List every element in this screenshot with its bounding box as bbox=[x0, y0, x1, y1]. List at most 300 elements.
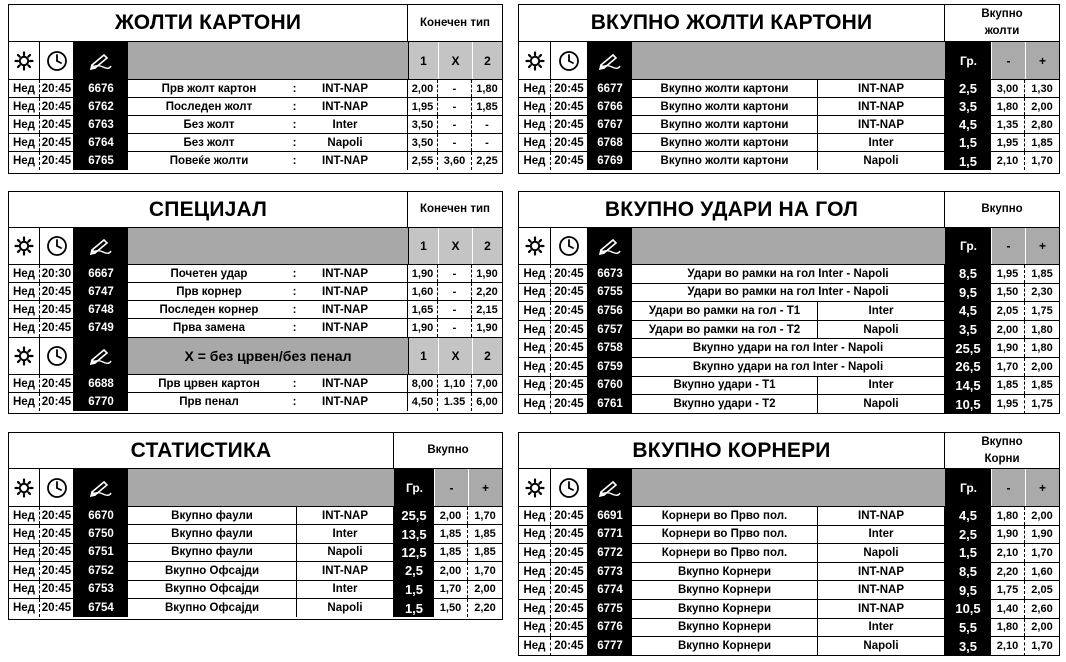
event-code: 6762 bbox=[74, 98, 128, 115]
shots-rows bbox=[519, 265, 1059, 414]
odd-x[interactable]: 3,60 bbox=[438, 152, 472, 170]
table-row bbox=[519, 526, 1059, 545]
odd-2[interactable]: 7,00 bbox=[476, 377, 498, 390]
market-name: Вкупно удари на гол Inter - Napoli bbox=[632, 358, 945, 376]
odd-over[interactable]: 2,00 bbox=[474, 583, 496, 596]
odd-over[interactable]: 1,85 bbox=[474, 546, 496, 559]
table-row bbox=[9, 393, 502, 411]
team-cell: INT-NAP bbox=[817, 600, 945, 618]
team-cell: Napoli bbox=[817, 321, 945, 339]
line-value[interactable]: 1,5 bbox=[945, 134, 991, 151]
odd-under[interactable]: 2,20 bbox=[991, 563, 1025, 581]
pen-icon bbox=[588, 469, 632, 506]
panel-title: ВКУПНО УДАРИ НА ГОЛ bbox=[519, 192, 945, 227]
event-code: 6688 bbox=[74, 375, 128, 392]
table-row bbox=[519, 321, 1059, 340]
panel-title: СТАТИСТИКА bbox=[9, 433, 394, 468]
odd-under[interactable]: 1,70 bbox=[434, 581, 468, 598]
team-cell: INT-NAP bbox=[817, 80, 945, 97]
event-code: 6751 bbox=[74, 544, 128, 561]
odd-x[interactable]: 1.35 bbox=[438, 393, 472, 411]
odd-under[interactable]: 1,70 bbox=[991, 358, 1025, 376]
odd-2[interactable]: 1,85 bbox=[476, 100, 498, 113]
table-row bbox=[519, 80, 1059, 98]
odd-under[interactable]: 1,50 bbox=[434, 599, 468, 617]
line-value[interactable]: 9,5 bbox=[945, 581, 991, 599]
line-value[interactable]: 2,5 bbox=[945, 526, 991, 544]
day-cell: Нед bbox=[9, 544, 40, 561]
day-cell: Нед bbox=[519, 302, 551, 320]
time-cell: 20:45 bbox=[551, 544, 588, 562]
odd-1[interactable]: 1,90 bbox=[408, 265, 438, 282]
line-value[interactable]: 4,5 bbox=[945, 507, 991, 525]
odd-over[interactable]: 2,05 bbox=[1031, 584, 1053, 597]
event-code: 6670 bbox=[74, 507, 128, 524]
header-row bbox=[9, 469, 502, 507]
separator: : bbox=[292, 82, 297, 95]
day-cell: Нед bbox=[9, 301, 40, 318]
odd-under[interactable]: 1,85 bbox=[991, 377, 1025, 395]
panel-title: СПЕЦИЈАЛ bbox=[9, 192, 408, 227]
odd-2[interactable]: - bbox=[485, 118, 489, 131]
table-row bbox=[519, 302, 1059, 321]
odd-over[interactable]: 2,80 bbox=[1031, 118, 1053, 131]
day-cell: Нед bbox=[9, 507, 40, 524]
line-header: Гр. bbox=[394, 469, 434, 506]
line-value[interactable]: 1,5 bbox=[394, 581, 434, 598]
event-code: 6673 bbox=[588, 265, 632, 283]
event-code: 6756 bbox=[588, 302, 632, 320]
odd-under[interactable]: 3,00 bbox=[991, 80, 1025, 97]
odd-under[interactable]: 1,75 bbox=[991, 581, 1025, 599]
line-value[interactable]: 1,5 bbox=[945, 152, 991, 170]
market-name: Вкупно Офсајди bbox=[164, 602, 260, 615]
market-name: Вкупно жолти картони bbox=[660, 136, 789, 149]
line-value[interactable]: 12,5 bbox=[394, 544, 434, 561]
event-code: 6764 bbox=[74, 134, 128, 151]
odd-1[interactable]: 1,90 bbox=[408, 319, 438, 337]
odd-x[interactable]: 1,10 bbox=[438, 375, 472, 392]
odd-over[interactable]: 2,60 bbox=[1031, 602, 1053, 615]
odd-2[interactable]: 2,25 bbox=[476, 155, 498, 167]
day-cell: Нед bbox=[519, 526, 551, 544]
odd-x[interactable]: - bbox=[438, 283, 472, 300]
odd-over[interactable]: 1,90 bbox=[1031, 528, 1053, 541]
odd-under[interactable]: 1,90 bbox=[991, 526, 1025, 544]
clock-icon bbox=[40, 338, 74, 374]
match-name: Napoli bbox=[327, 136, 363, 149]
under-header: - bbox=[991, 42, 1025, 79]
table-row bbox=[9, 80, 502, 98]
time-cell: 20:30 bbox=[40, 265, 74, 282]
market-name: Корнери во Прво пол. bbox=[661, 528, 788, 541]
day-cell: Нед bbox=[9, 525, 40, 542]
line-value[interactable]: 14,5 bbox=[945, 377, 991, 395]
market-name: Вкупно фаули bbox=[171, 509, 253, 522]
line-value[interactable]: 25,5 bbox=[945, 339, 991, 357]
line-value[interactable]: 26,5 bbox=[945, 358, 991, 376]
odd-over[interactable]: 1,60 bbox=[1031, 565, 1053, 578]
table-row bbox=[9, 581, 502, 599]
time-cell: 20:45 bbox=[40, 116, 74, 133]
panel-title-row bbox=[519, 5, 1059, 42]
day-cell: Нед bbox=[9, 116, 40, 133]
market-name: Прв корнер bbox=[176, 285, 242, 298]
table-row bbox=[519, 377, 1059, 396]
panel-title-row bbox=[519, 192, 1059, 228]
odd-1[interactable]: 3,50 bbox=[408, 116, 438, 133]
odd-2[interactable]: 1,90 bbox=[476, 267, 498, 280]
team-cell: Napoli bbox=[817, 152, 945, 170]
odd-under[interactable]: 2,10 bbox=[991, 637, 1025, 656]
table-row bbox=[519, 116, 1059, 134]
odd-over[interactable]: 1,85 bbox=[474, 528, 496, 541]
odd-over[interactable]: 1,70 bbox=[474, 509, 496, 522]
odd-under[interactable]: 2,05 bbox=[991, 302, 1025, 320]
market-cell bbox=[128, 116, 408, 133]
odd-2[interactable]: 2,15 bbox=[476, 303, 498, 316]
pen-icon bbox=[74, 469, 128, 506]
time-cell: 20:45 bbox=[40, 134, 74, 151]
time-cell: 20:45 bbox=[551, 152, 588, 170]
match-name: INT-NAP bbox=[322, 303, 368, 316]
odd-x[interactable]: - bbox=[438, 134, 472, 151]
market-name: Вкупно Корнери bbox=[677, 584, 772, 597]
event-code: 6769 bbox=[588, 152, 632, 170]
odds-header-1: 1 bbox=[408, 228, 438, 264]
stats-rows bbox=[9, 507, 502, 617]
odd-1[interactable]: 8,00 bbox=[408, 375, 438, 392]
odds-header-x: X bbox=[438, 42, 472, 79]
market-name: Вкупно жолти картони bbox=[660, 82, 789, 95]
corners-rows bbox=[519, 507, 1059, 656]
odd-under[interactable]: 2,00 bbox=[991, 321, 1025, 339]
event-code: 6761 bbox=[588, 395, 632, 414]
shots-panel bbox=[518, 191, 1060, 414]
sun-icon bbox=[9, 469, 40, 506]
panel-title-row bbox=[9, 192, 502, 228]
odd-x[interactable]: - bbox=[438, 319, 472, 337]
separator: : bbox=[292, 377, 297, 390]
market-name: Удари во рамки на гол - Т1 bbox=[648, 304, 801, 317]
over-header: + bbox=[1025, 42, 1059, 79]
special-rows-b bbox=[9, 375, 502, 411]
market-name: Вкупно Офсајди bbox=[164, 564, 260, 577]
market-name: Вкупно фаули bbox=[171, 528, 253, 541]
clock-icon bbox=[551, 228, 588, 264]
odd-over[interactable]: 2,30 bbox=[1031, 286, 1053, 299]
odd-x[interactable]: - bbox=[438, 265, 472, 282]
panel-title-row bbox=[9, 5, 502, 42]
event-code: 6667 bbox=[74, 265, 128, 282]
event-code: 6677 bbox=[588, 80, 632, 97]
sun-icon bbox=[9, 228, 40, 264]
table-row bbox=[519, 358, 1059, 377]
header-band bbox=[632, 42, 945, 79]
team-cell: Inter bbox=[817, 619, 945, 637]
odd-over[interactable]: 1,70 bbox=[1031, 155, 1053, 167]
odd-over[interactable]: 2,00 bbox=[1031, 509, 1053, 522]
special-panel bbox=[8, 191, 503, 414]
odd-x[interactable]: - bbox=[438, 301, 472, 318]
market-name: Последен жолт bbox=[165, 100, 253, 113]
odd-under[interactable]: 1,40 bbox=[991, 600, 1025, 618]
odd-1[interactable]: 1,95 bbox=[408, 98, 438, 115]
line-value[interactable]: 9,5 bbox=[945, 284, 991, 302]
market-name: Вкупно удари - Т2 bbox=[673, 398, 776, 411]
match-name: INT-NAP bbox=[322, 100, 368, 113]
odd-under[interactable]: 1,95 bbox=[991, 395, 1025, 414]
market-name: Вкупно удари - Т1 bbox=[673, 379, 776, 392]
day-cell: Нед bbox=[9, 319, 40, 337]
table-row bbox=[9, 265, 502, 283]
odd-under[interactable]: 2,10 bbox=[991, 544, 1025, 562]
line-value[interactable]: 1,5 bbox=[394, 599, 434, 617]
line-value[interactable]: 5,5 bbox=[945, 619, 991, 637]
separator: : bbox=[292, 155, 297, 167]
time-cell: 20:45 bbox=[40, 393, 74, 411]
match-name: Inter bbox=[332, 118, 358, 131]
separator: : bbox=[292, 100, 297, 113]
team-cell: Napoli bbox=[296, 599, 394, 617]
market-name: Последен корнер bbox=[159, 303, 259, 316]
separator: : bbox=[292, 285, 297, 298]
table-row bbox=[9, 152, 502, 170]
market-name: Удари во рамки на гол Inter - Napoli bbox=[632, 265, 945, 283]
event-code: 6768 bbox=[588, 134, 632, 151]
odd-2[interactable]: 2,20 bbox=[476, 285, 498, 298]
table-row bbox=[519, 544, 1059, 563]
market-cell bbox=[128, 319, 408, 337]
line-value[interactable]: 3,5 bbox=[945, 321, 991, 339]
time-cell: 20:45 bbox=[551, 377, 588, 395]
odd-1[interactable]: 2,55 bbox=[408, 152, 438, 170]
table-row bbox=[9, 98, 502, 116]
team-cell: Inter bbox=[817, 377, 945, 395]
market-name: Вкупно Корнери bbox=[677, 602, 772, 615]
odds-header-1: 1 bbox=[408, 42, 438, 79]
odd-under[interactable]: 2,00 bbox=[434, 507, 468, 524]
table-row bbox=[9, 134, 502, 152]
market-name: Вкупно Офсајди bbox=[164, 583, 260, 596]
odd-over[interactable]: 2,00 bbox=[1031, 100, 1053, 113]
odd-over[interactable]: 1,75 bbox=[1031, 304, 1053, 317]
odd-under[interactable]: 1,95 bbox=[991, 265, 1025, 283]
odd-under[interactable]: 1,80 bbox=[991, 619, 1025, 637]
line-value[interactable]: 10,5 bbox=[945, 600, 991, 618]
over-header: + bbox=[468, 469, 502, 506]
odd-over[interactable]: 1,80 bbox=[1031, 323, 1053, 336]
table-row bbox=[519, 637, 1059, 656]
odd-x[interactable]: - bbox=[438, 98, 472, 115]
line-value[interactable]: 8,5 bbox=[945, 563, 991, 581]
time-cell: 20:45 bbox=[40, 98, 74, 115]
time-cell: 20:45 bbox=[551, 265, 588, 283]
odd-1[interactable]: 1,65 bbox=[408, 301, 438, 318]
odd-over[interactable]: 1,70 bbox=[1031, 640, 1053, 653]
line-value[interactable]: 25,5 bbox=[394, 507, 434, 524]
odd-over[interactable]: 1,80 bbox=[1031, 342, 1053, 355]
event-code: 6753 bbox=[74, 581, 128, 598]
odd-x[interactable]: - bbox=[438, 80, 472, 97]
odd-under[interactable]: 1,80 bbox=[991, 507, 1025, 525]
time-cell: 20:45 bbox=[551, 358, 588, 376]
odd-1[interactable]: 1,60 bbox=[408, 283, 438, 300]
odd-under[interactable]: 1,85 bbox=[434, 525, 468, 542]
time-cell: 20:45 bbox=[551, 600, 588, 618]
time-cell: 20:45 bbox=[40, 283, 74, 300]
team-cell: Napoli bbox=[817, 544, 945, 562]
time-cell: 20:45 bbox=[551, 284, 588, 302]
odds-header-2: 2 bbox=[472, 42, 502, 79]
odd-over[interactable]: 1,70 bbox=[474, 564, 496, 577]
team-cell: INT-NAP bbox=[296, 562, 394, 579]
event-code: 6777 bbox=[588, 637, 632, 656]
market-name: Корнери во Прво пол. bbox=[661, 509, 788, 522]
time-cell: 20:45 bbox=[551, 321, 588, 339]
odd-under[interactable]: 1,90 bbox=[991, 339, 1025, 357]
market-name: Без жолт bbox=[183, 136, 235, 149]
market-name: Удари во рамки на гол Inter - Napoli bbox=[632, 284, 945, 302]
odd-over[interactable]: 2,00 bbox=[1031, 360, 1053, 373]
line-value[interactable]: 3,5 bbox=[945, 637, 991, 656]
separator: : bbox=[292, 303, 297, 316]
odd-under[interactable]: 1,85 bbox=[434, 544, 468, 561]
market-name: Прв црвен картон bbox=[158, 377, 260, 390]
table-row bbox=[9, 116, 502, 134]
time-cell: 20:45 bbox=[40, 544, 74, 561]
team-cell: Napoli bbox=[817, 395, 945, 414]
market-name: Вкупно жолти картони bbox=[660, 118, 789, 131]
odd-over[interactable]: 1,75 bbox=[1031, 398, 1053, 411]
market-name: Вкупно жолти картони bbox=[660, 100, 789, 113]
odd-over[interactable]: 1,85 bbox=[1031, 267, 1053, 280]
time-cell: 20:45 bbox=[551, 80, 588, 97]
event-code: 6775 bbox=[588, 600, 632, 618]
table-row bbox=[519, 563, 1059, 582]
separator: : bbox=[292, 396, 297, 408]
table-row bbox=[519, 98, 1059, 116]
separator: : bbox=[292, 136, 297, 149]
odd-2[interactable]: 6,00 bbox=[476, 396, 498, 408]
header-row bbox=[519, 228, 1059, 265]
table-row bbox=[9, 375, 502, 393]
odd-2[interactable]: - bbox=[485, 136, 489, 149]
odd-over[interactable]: 1,70 bbox=[1031, 546, 1053, 559]
odd-2[interactable]: 1,90 bbox=[476, 322, 498, 334]
clock-icon bbox=[551, 469, 588, 506]
time-cell: 20:45 bbox=[551, 98, 588, 115]
odd-under[interactable]: 1,35 bbox=[991, 116, 1025, 133]
line-value[interactable]: 3,5 bbox=[945, 98, 991, 115]
time-cell: 20:45 bbox=[551, 637, 588, 656]
match-name: INT-NAP bbox=[322, 377, 368, 390]
odd-2[interactable]: 1,80 bbox=[476, 82, 498, 95]
line-value[interactable]: 13,5 bbox=[394, 525, 434, 542]
market-name: Вкупно жолти картони bbox=[660, 155, 789, 167]
time-cell: 20:45 bbox=[40, 301, 74, 318]
line-value[interactable]: 10,5 bbox=[945, 395, 991, 414]
stats-panel bbox=[8, 432, 503, 620]
odd-1[interactable]: 4,50 bbox=[408, 393, 438, 411]
table-row bbox=[519, 284, 1059, 303]
panel-title: ВКУПНО ЖОЛТИ КАРТОНИ bbox=[519, 5, 945, 41]
line-value[interactable]: 2,5 bbox=[394, 562, 434, 579]
header-band bbox=[128, 42, 408, 79]
table-row bbox=[519, 339, 1059, 358]
event-code: 6749 bbox=[74, 319, 128, 337]
clock-icon bbox=[551, 42, 588, 79]
header-band bbox=[632, 228, 945, 264]
time-cell: 20:45 bbox=[40, 581, 74, 598]
special-rows-a bbox=[9, 265, 502, 338]
odd-under[interactable]: 1,95 bbox=[991, 134, 1025, 151]
odd-under[interactable]: 2,00 bbox=[434, 562, 468, 579]
line-value[interactable]: 8,5 bbox=[945, 265, 991, 283]
day-cell: Нед bbox=[519, 395, 551, 414]
odd-under[interactable]: 1,80 bbox=[991, 98, 1025, 115]
team-cell: Inter bbox=[296, 525, 394, 542]
line-value[interactable]: 4,5 bbox=[945, 302, 991, 320]
match-name: INT-NAP bbox=[322, 285, 368, 298]
line-value[interactable]: 4,5 bbox=[945, 116, 991, 133]
day-cell: Нед bbox=[519, 265, 551, 283]
total-yellow-rows bbox=[519, 80, 1059, 170]
event-code: 6760 bbox=[588, 377, 632, 395]
odd-under[interactable]: 1,50 bbox=[991, 284, 1025, 302]
panel-side-label bbox=[945, 433, 1059, 468]
line-value[interactable]: 2,5 bbox=[945, 80, 991, 97]
total-yellow-panel bbox=[518, 4, 1060, 174]
odd-over[interactable]: 2,00 bbox=[1031, 621, 1053, 634]
day-cell: Нед bbox=[519, 134, 551, 151]
market-cell bbox=[128, 301, 408, 318]
time-cell: 20:45 bbox=[551, 339, 588, 357]
day-cell: Нед bbox=[9, 599, 40, 617]
odd-over[interactable]: 1,30 bbox=[1031, 82, 1053, 95]
odd-over[interactable]: 2,20 bbox=[474, 602, 496, 615]
day-cell: Нед bbox=[519, 600, 551, 618]
market-cell bbox=[128, 134, 408, 151]
separator: : bbox=[292, 118, 297, 131]
table-row bbox=[9, 544, 502, 562]
odd-under[interactable]: 2,10 bbox=[991, 152, 1025, 170]
side-line-2: Корни bbox=[984, 452, 1020, 465]
day-cell: Нед bbox=[519, 80, 551, 97]
line-value[interactable]: 1,5 bbox=[945, 544, 991, 562]
pen-icon bbox=[588, 42, 632, 79]
match-name: INT-NAP bbox=[322, 396, 368, 408]
panel-side-label bbox=[945, 5, 1059, 41]
market-name: Прв жолт картон bbox=[161, 82, 257, 95]
market-name: Корнери во Прво пол. bbox=[661, 546, 788, 559]
header-band bbox=[128, 228, 408, 264]
odd-x[interactable]: - bbox=[438, 116, 472, 133]
odd-over[interactable]: 1,85 bbox=[1031, 379, 1053, 392]
table-row bbox=[519, 507, 1059, 526]
time-cell: 20:45 bbox=[551, 581, 588, 599]
odd-1[interactable]: 3,50 bbox=[408, 134, 438, 151]
odd-1[interactable]: 2,00 bbox=[408, 80, 438, 97]
odd-over[interactable]: 1,85 bbox=[1031, 136, 1053, 149]
table-row bbox=[9, 301, 502, 319]
time-cell: 20:45 bbox=[40, 319, 74, 337]
market-cell bbox=[128, 80, 408, 97]
team-cell: Inter bbox=[817, 526, 945, 544]
day-cell: Нед bbox=[9, 134, 40, 151]
odds-header-2: 2 bbox=[472, 338, 502, 374]
event-code: 6776 bbox=[588, 619, 632, 637]
